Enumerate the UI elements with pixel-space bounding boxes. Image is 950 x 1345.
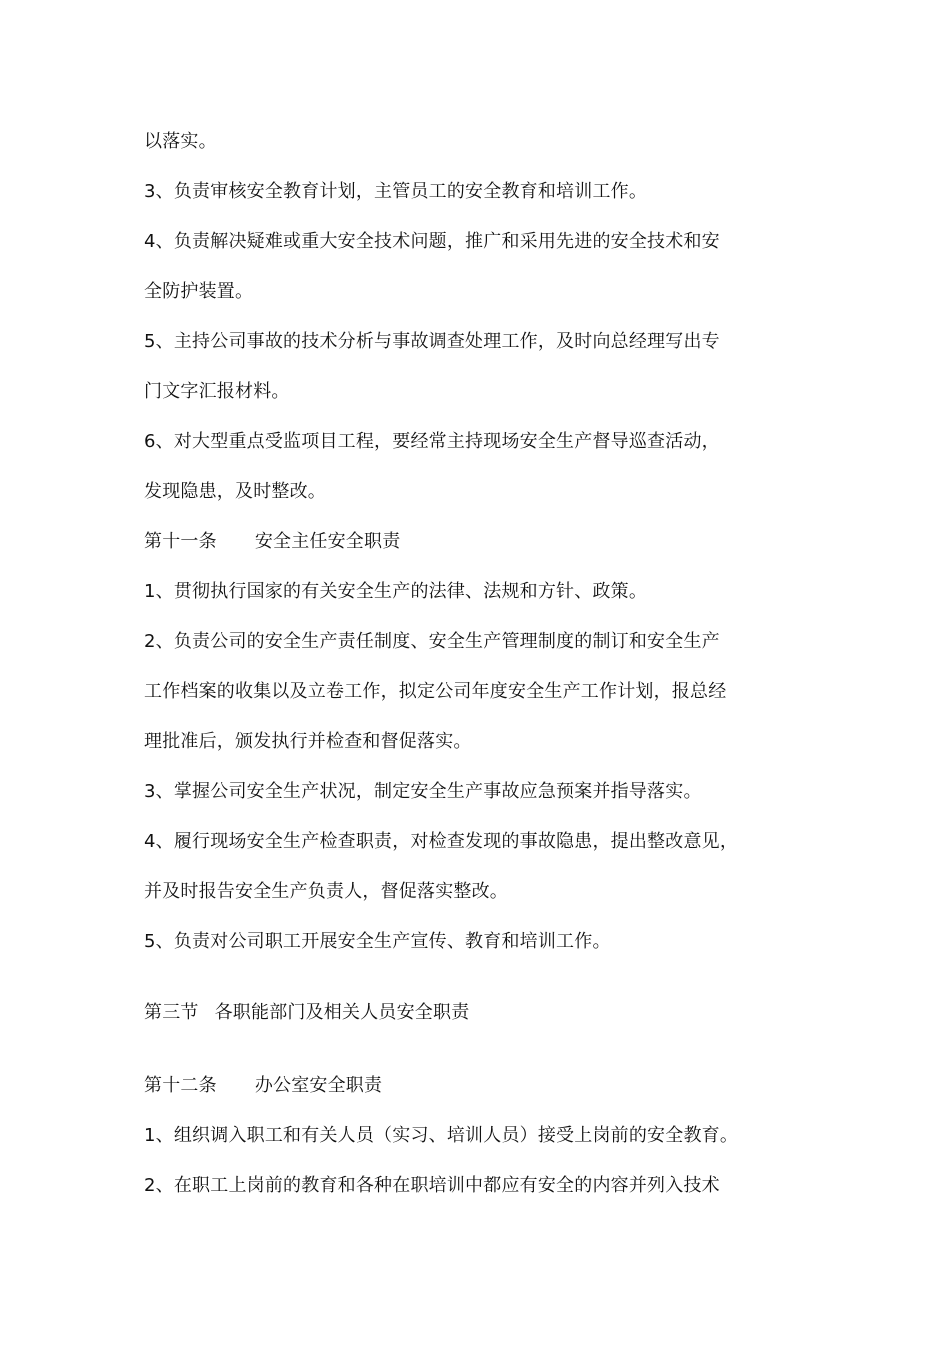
paragraph-line: 6、对大型重点受监项目工程，要经常主持现场安全生产督导巡查活动， bbox=[144, 431, 720, 452]
paragraph-line: 4、负责解决疑难或重大安全技术问题，推广和采用先进的安全技术和安 bbox=[144, 231, 720, 252]
article-number: 第十一条 bbox=[144, 531, 217, 552]
paragraph-line: 3、负责审核安全教育计划，主管员工的安全教育和培训工作。 bbox=[144, 181, 648, 202]
paragraph-line: 1、组织调入职工和有关人员（实习、培训人员）接受上岗前的安全教育。 bbox=[144, 1125, 739, 1146]
article-number: 第十二条 bbox=[144, 1075, 217, 1096]
paragraph-line: 并及时报告安全生产负责人，督促落实整改。 bbox=[144, 881, 508, 902]
paragraph-line: 3、掌握公司安全生产状况，制定安全生产事故应急预案并指导落实。 bbox=[144, 781, 702, 802]
paragraph-line: 5、负责对公司职工开展安全生产宣传、教育和培训工作。 bbox=[144, 931, 611, 952]
section-heading-3 bbox=[144, 1001, 469, 1025]
article-heading-12 bbox=[144, 1074, 382, 1098]
article-title: 安全主任安全职责 bbox=[254, 531, 401, 552]
paragraph-line: 发现隐患，及时整改。 bbox=[144, 481, 326, 502]
paragraph-line: 以落实。 bbox=[144, 131, 217, 152]
paragraph-line: 门文字汇报材料。 bbox=[144, 381, 290, 402]
section-number: 第三节 bbox=[144, 1002, 199, 1023]
paragraph-line: 4、履行现场安全生产检查职责，对检查发现的事故隐患，提出整改意见， bbox=[144, 831, 739, 852]
paragraph-line: 2、在职工上岗前的教育和各种在职培训中都应有安全的内容并列入技术 bbox=[144, 1175, 720, 1196]
paragraph-line: 5、主持公司事故的技术分析与事故调查处理工作，及时向总经理写出专 bbox=[144, 331, 720, 352]
article-heading-11 bbox=[144, 530, 400, 554]
paragraph-line: 理批准后，颁发执行并检查和督促落实。 bbox=[144, 731, 472, 752]
section-title: 各职能部门及相关人员安全职责 bbox=[214, 1002, 470, 1023]
paragraph-line: 2、负责公司的安全生产责任制度、安全生产管理制度的制订和安全生产 bbox=[144, 631, 720, 652]
article-title: 办公室安全职责 bbox=[254, 1075, 383, 1096]
paragraph-line: 工作档案的收集以及立卷工作，拟定公司年度安全生产工作计划，报总经 bbox=[144, 681, 727, 702]
paragraph-line: 全防护装置。 bbox=[144, 281, 254, 302]
paragraph-line: 1、贯彻执行国家的有关安全生产的法律、法规和方针、政策。 bbox=[144, 581, 648, 602]
